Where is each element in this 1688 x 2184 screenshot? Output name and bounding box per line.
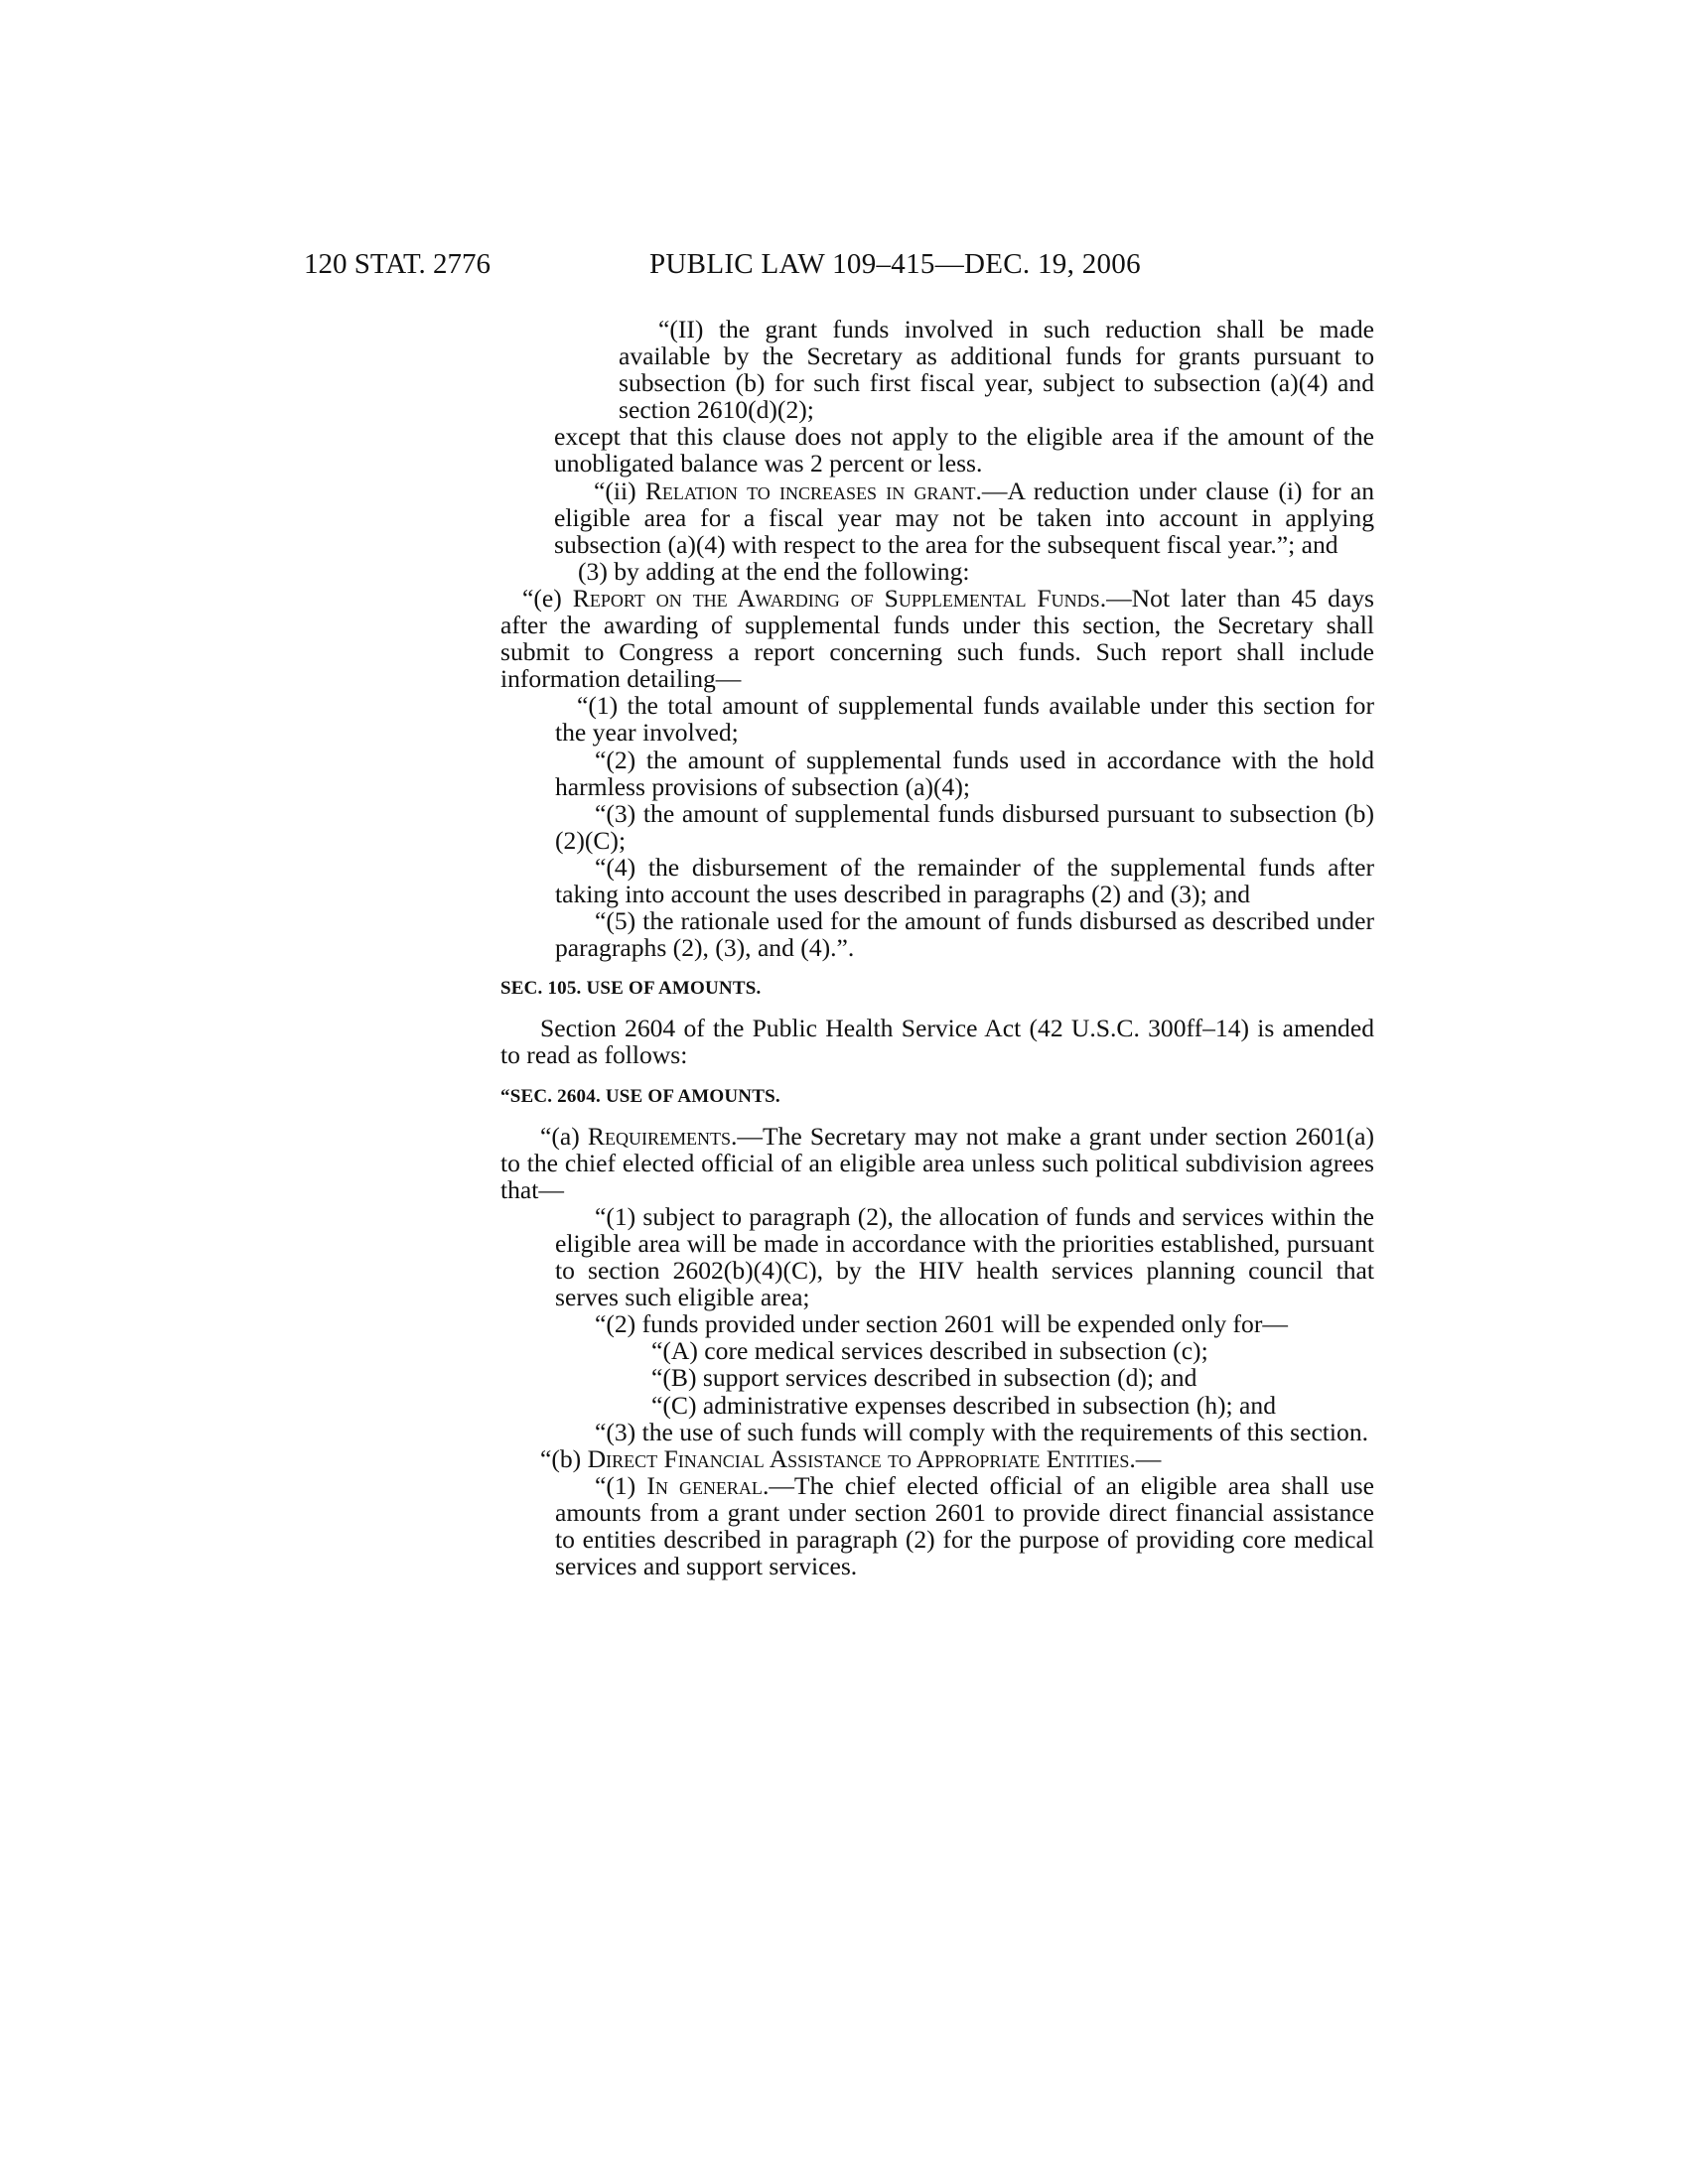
paragraph-p17: “(C) administrative expenses described in subsection (h); and <box>651 1390 1276 1420</box>
paragraph-p18: “(3) the use of such funds will comply with the requirements of this section. <box>595 1417 1369 1446</box>
public-law-title: PUBLIC LAW 109–415—DEC. 19, 2006 <box>649 248 1141 280</box>
paragraph-p4: (3) by adding at the end the following: <box>578 556 970 586</box>
paragraph-p16: “(B) support services described in subsection (d); and <box>651 1363 1197 1393</box>
paragraph-p12: “(a) Requirements.—The Secretary may not make a grant under section 2601(a) to the chief elected official of an eligible area unless such political subdivision agrees that— <box>500 1121 1374 1204</box>
paragraph-p2: except that this clause does not apply to the eligible area if the amount of the unobligated balance was 2 percent or less. <box>554 422 1374 478</box>
section-heading: “SEC. 2604. USE OF AMOUNTS. <box>500 1085 780 1107</box>
caption-smallcaps: Report on the Awarding of Supplemental Funds <box>572 583 1100 613</box>
caption-smallcaps: In general <box>646 1470 763 1500</box>
caption-smallcaps: Direct Financial Assistance to Appropriate Entities <box>587 1443 1130 1473</box>
paragraph-p6: “(1) the total amount of supplemental funds available under this section for the year involved; <box>555 691 1374 748</box>
paragraph-p7: “(2) the amount of supplemental funds used in accordance with the hold harmless provisions of subsection (a)(4); <box>555 745 1374 801</box>
paragraph-p3: “(ii) Relation to increases in grant.—A reduction under clause (i) for an eligible area for a fiscal year may not be taken into account in applying subsection (a)(4) with respect to the area for the subsequent fiscal year.”; and <box>554 476 1374 559</box>
statute-page-number: 120 STAT. 2776 <box>304 248 492 280</box>
paragraph-p11: Section 2604 of the Public Health Service Act (42 U.S.C. 300ff–14) is amended to read as follows: <box>500 1014 1374 1070</box>
caption-smallcaps: Requirements <box>587 1121 731 1151</box>
paragraph-p1: “(II) the grant funds involved in such reduction shall be made available by the Secretary as additional funds for grants pursuant to subsection (b) for such first fiscal year, subject to subsection (a)(4) and section 2610(d)(2); <box>619 315 1374 425</box>
paragraph-p5: “(e) Report on the Awarding of Supplemental Funds.—Not later than 45 days after the awarding of supplemental funds under this section, the Secretary shall submit to Congress a report concerning such funds. Such report shall include information detailing— <box>500 583 1375 694</box>
paragraph-p10: “(5) the rationale used for the amount of funds disbursed as described under paragraphs (2), (3), and (4).”. <box>555 906 1374 963</box>
paragraph-p13: “(1) subject to paragraph (2), the allocation of funds and services within the eligible area will be made in accordance with the priorities established, pursuant to section 2602(b)(4)(C), by the HIV health services planning council that serves such eligible area; <box>555 1201 1374 1312</box>
paragraph-p14: “(2) funds provided under section 2601 will be expended only for— <box>595 1309 1288 1339</box>
paragraph-p9: “(4) the disbursement of the remainder of the supplemental funds after taking into account the uses described in paragraphs (2) and (3); and <box>555 852 1374 908</box>
document-body <box>500 316 1374 1579</box>
section-heading: SEC. 105. USE OF AMOUNTS. <box>500 978 762 1000</box>
caption-smallcaps: Relation to increases in grant <box>644 476 976 505</box>
paragraph-p15: “(A) core medical services described in subsection (c); <box>651 1336 1208 1366</box>
paragraph-p20: “(1) In general.—The chief elected official of an eligible area shall use amounts from a grant under section 2601 to provide direct financial assistance to entities described in paragraph (2) for the purpose of providing core medical services and support services. <box>555 1470 1374 1581</box>
paragraph-p8: “(3) the amount of supplemental funds disbursed pursuant to subsection (b)(2)(C); <box>555 798 1374 855</box>
paragraph-p19: “(b) Direct Financial Assistance to Appropriate Entities.— <box>540 1443 1162 1473</box>
page-header <box>304 248 1376 288</box>
